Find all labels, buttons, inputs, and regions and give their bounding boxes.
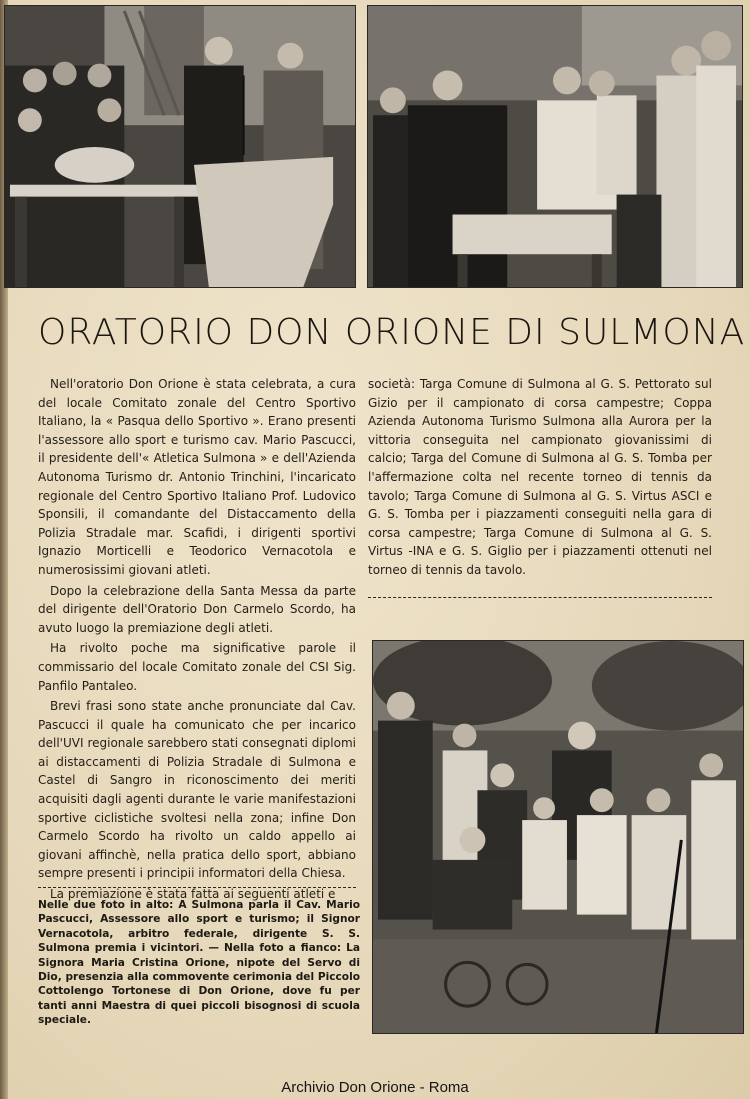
archive-footer: Archivio Don Orione - Roma	[281, 1079, 469, 1096]
column-divider	[368, 597, 712, 598]
caption-divider	[38, 887, 356, 888]
article-right-column	[368, 375, 712, 582]
photo-award-to-athletes	[367, 5, 743, 288]
article-paragraph: Nell'oratorio Don Orione è stata celebrata, a cura del locale Comitato zonale del Centro Sportivo Italiano, la « Pasqua dello Sportivo ». Erano presenti l'assessore allo sport e turismo cav. Mario Pascucci, il presidente dell'« Atletica Sulmona » e dell'Azienda Autonoma Turismo dr. Antonio Trinchini, l'incaricato regionale del Centro Sportivo Italiano Prof. Ludovico Sponsili, il comandante del Distaccamento della Polizia Stradale mar. Scafidi, i dirigenti sportivi Ignazio Morticelli e Teodorico Vernacotola e numerosissimi giovani atleti.	[38, 377, 356, 577]
article-headline: ORATORIO DON ORIONE DI SULMONA	[38, 312, 746, 353]
article-paragraph: Brevi frasi sono state anche pronunciate dal Cav. Pascucci il quale ha comunicato che per incarico dell'UVI regionale sarebbero stati consegnati diplomi ai distaccamenti di Polizia Stradale di Sulmona e Castel di Sangro in riconoscimento dei meriti acquisiti dagli agenti durante le varie manifestazioni sportive ciclistiche svoltesi nella zona; infine Don Carmelo Scordo ha rivolto un caldo appello ai giovani affinchè, nella pratica dello sport, abbiano sempre presenti i principii informatori della Chiesa.	[38, 699, 356, 881]
article-left-column	[38, 375, 356, 906]
photo-cottolengo-children	[372, 640, 744, 1034]
article-paragraph: La premiazione è stata fatta ai seguenti atleti e	[50, 887, 336, 902]
article-paragraph: società: Targa Comune di Sulmona al G. S. Pettorato sul Gizio per il campionato di corsa campestre; Coppa Azienda Autonoma Turismo Sulmona alla Aurora per la vittoria conseguita nel campionato giovanissimi di calcio; Targa del Comune di Sulmona al G. S. Tomba per l'affermazione colta nel recente torneo di tennis da tavolo; Targa Comune di Sulmona al G. S. Virtus ASCI e G. S. Tomba per i piazzamenti conseguiti nella gara di corsa campestre; Targa Comune di Sulmona al G. S. Virtus -INA e G. S. Giglio per i piazzamenti ottenuti nel torneo di tennis da tavolo.	[368, 377, 712, 577]
photo-speech-at-table	[4, 5, 356, 288]
article-paragraph: Dopo la celebrazione della Santa Messa da parte del dirigente dell'Oratorio Don Carmelo Scordo, ha avuto luogo la premiazione degli atleti.	[38, 583, 356, 635]
article-paragraph: Ha rivolto poche ma significative parole il commissario del locale Comitato zonale del CSI Sig. Panfilo Pantaleo.	[38, 641, 356, 693]
photo-caption: Nelle due foto in alto: A Sulmona parla il Cav. Mario Pascucci, Assessore allo sport e turismo; il Signor Vernacotola, arbitro federale, dirigente S. S. Sulmona premia i vicintori. — Nella foto a fianco: La Signora Maria Cristina Orione, nipote del Servo di Dio, presenzia alla commovente cerimonia del Piccolo Cottolengo Tortonese di Don Orione, dove fu per tanti anni Maestra di quei piccoli bisognosi di scuola speciale.	[38, 899, 360, 1027]
